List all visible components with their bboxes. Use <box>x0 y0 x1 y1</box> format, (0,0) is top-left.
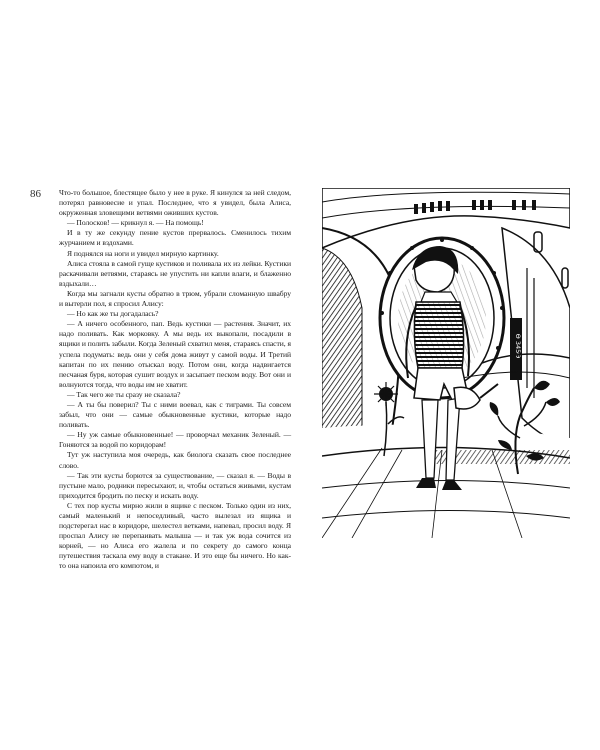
paragraph: — Но как же ты догадалась? <box>67 309 159 319</box>
paragraph: — А ничего особенного, пап. Ведь кустики — растения. Значит, их надо поливать. Как морковку. А мы ведь их выкопали, посадили в ящики и полить забыли. Когда Зеленый схватил меня, стараясь спасти, я успела подумать: ведь они у себя дома живут у самой воды. И Третий капитан по их пению отыскал воду. Потом они, когда надвигается песчаная буря, которая сушит воздух и засыпает песком воду. Вот они и волнуются тогда, что воды им не хватит. <box>59 319 291 389</box>
paragraph: Тут уж наступила моя очередь, как биолога сказать свое последнее слово. <box>59 450 291 470</box>
paragraph: И в ту же секунду пение кустов прервалось. Сменилось тихим журчанием и вздохами. <box>59 228 291 248</box>
paragraph: Что-то большое, блестящее было у нее в руке. Я кинулся за ней следом, потерял равновесие и упал. Последнее, что я увидел, была Алиса, окруженная зловещими ветвями ожившиx кустов. <box>59 188 291 218</box>
page-number: 86 <box>30 188 41 200</box>
paragraph: Когда мы загнали кусты обратно в трюм, убрали сломанную швабру и вытерли пол, я спросил Алису: <box>59 288 291 309</box>
panel-label: Ө 345Ө <box>514 333 522 359</box>
paragraph: — Полосков! — крикнул я. — На помощь! <box>67 218 204 228</box>
paragraph: — А ты бы поверил? Ты с ними воевал, как с тиграми. Ты совсем забыл, что они — самые обыкновенные кустики, которые надо поливать. <box>59 399 291 430</box>
paragraph: Алиса стояла в самой гуще кустиков и поливала их из лейки. Кустики раскачивали ветвями, стараясь не упустить ни капли влаги, и блаженно вздыхали… <box>59 258 291 288</box>
paragraph: С тех пор кусты мирно жили в ящике с песком. Только один из них, самый маленький и непоседливый, часто вылезал из ящика и подстерегал нас в коридоре, шелестел ветками, напевал, просил воду. Я проспал Алису не перепаивать малыша — и так уж вода сочится из корней, — но Алиса его жалела и по секрету до самого конца путешествия таскала ему воду в стакане. И это еще бы ничего. Но как-то она напоила его компотом, и <box>59 500 291 571</box>
illustration-girl-watering-bushes <box>322 188 570 538</box>
number-panel <box>510 318 522 380</box>
paragraph: — Так чего же ты сразу не сказала? <box>67 389 181 399</box>
text-column <box>59 188 291 572</box>
paragraph: — Ну уж самые обыкновенные! — проворчал механик Зеленый. — Гоняются за водой по коридорам! <box>59 430 291 450</box>
paragraph: — Так эти кусты борются за существование, — сказал я. — Воды в пустыне мало, родники пересыхают, и, чтобы остаться живыми, кустам приходится бродить по песку и искать воду. <box>59 470 291 500</box>
paragraph: Я поднялся на ноги и увидел мирную картинку. <box>67 248 219 258</box>
